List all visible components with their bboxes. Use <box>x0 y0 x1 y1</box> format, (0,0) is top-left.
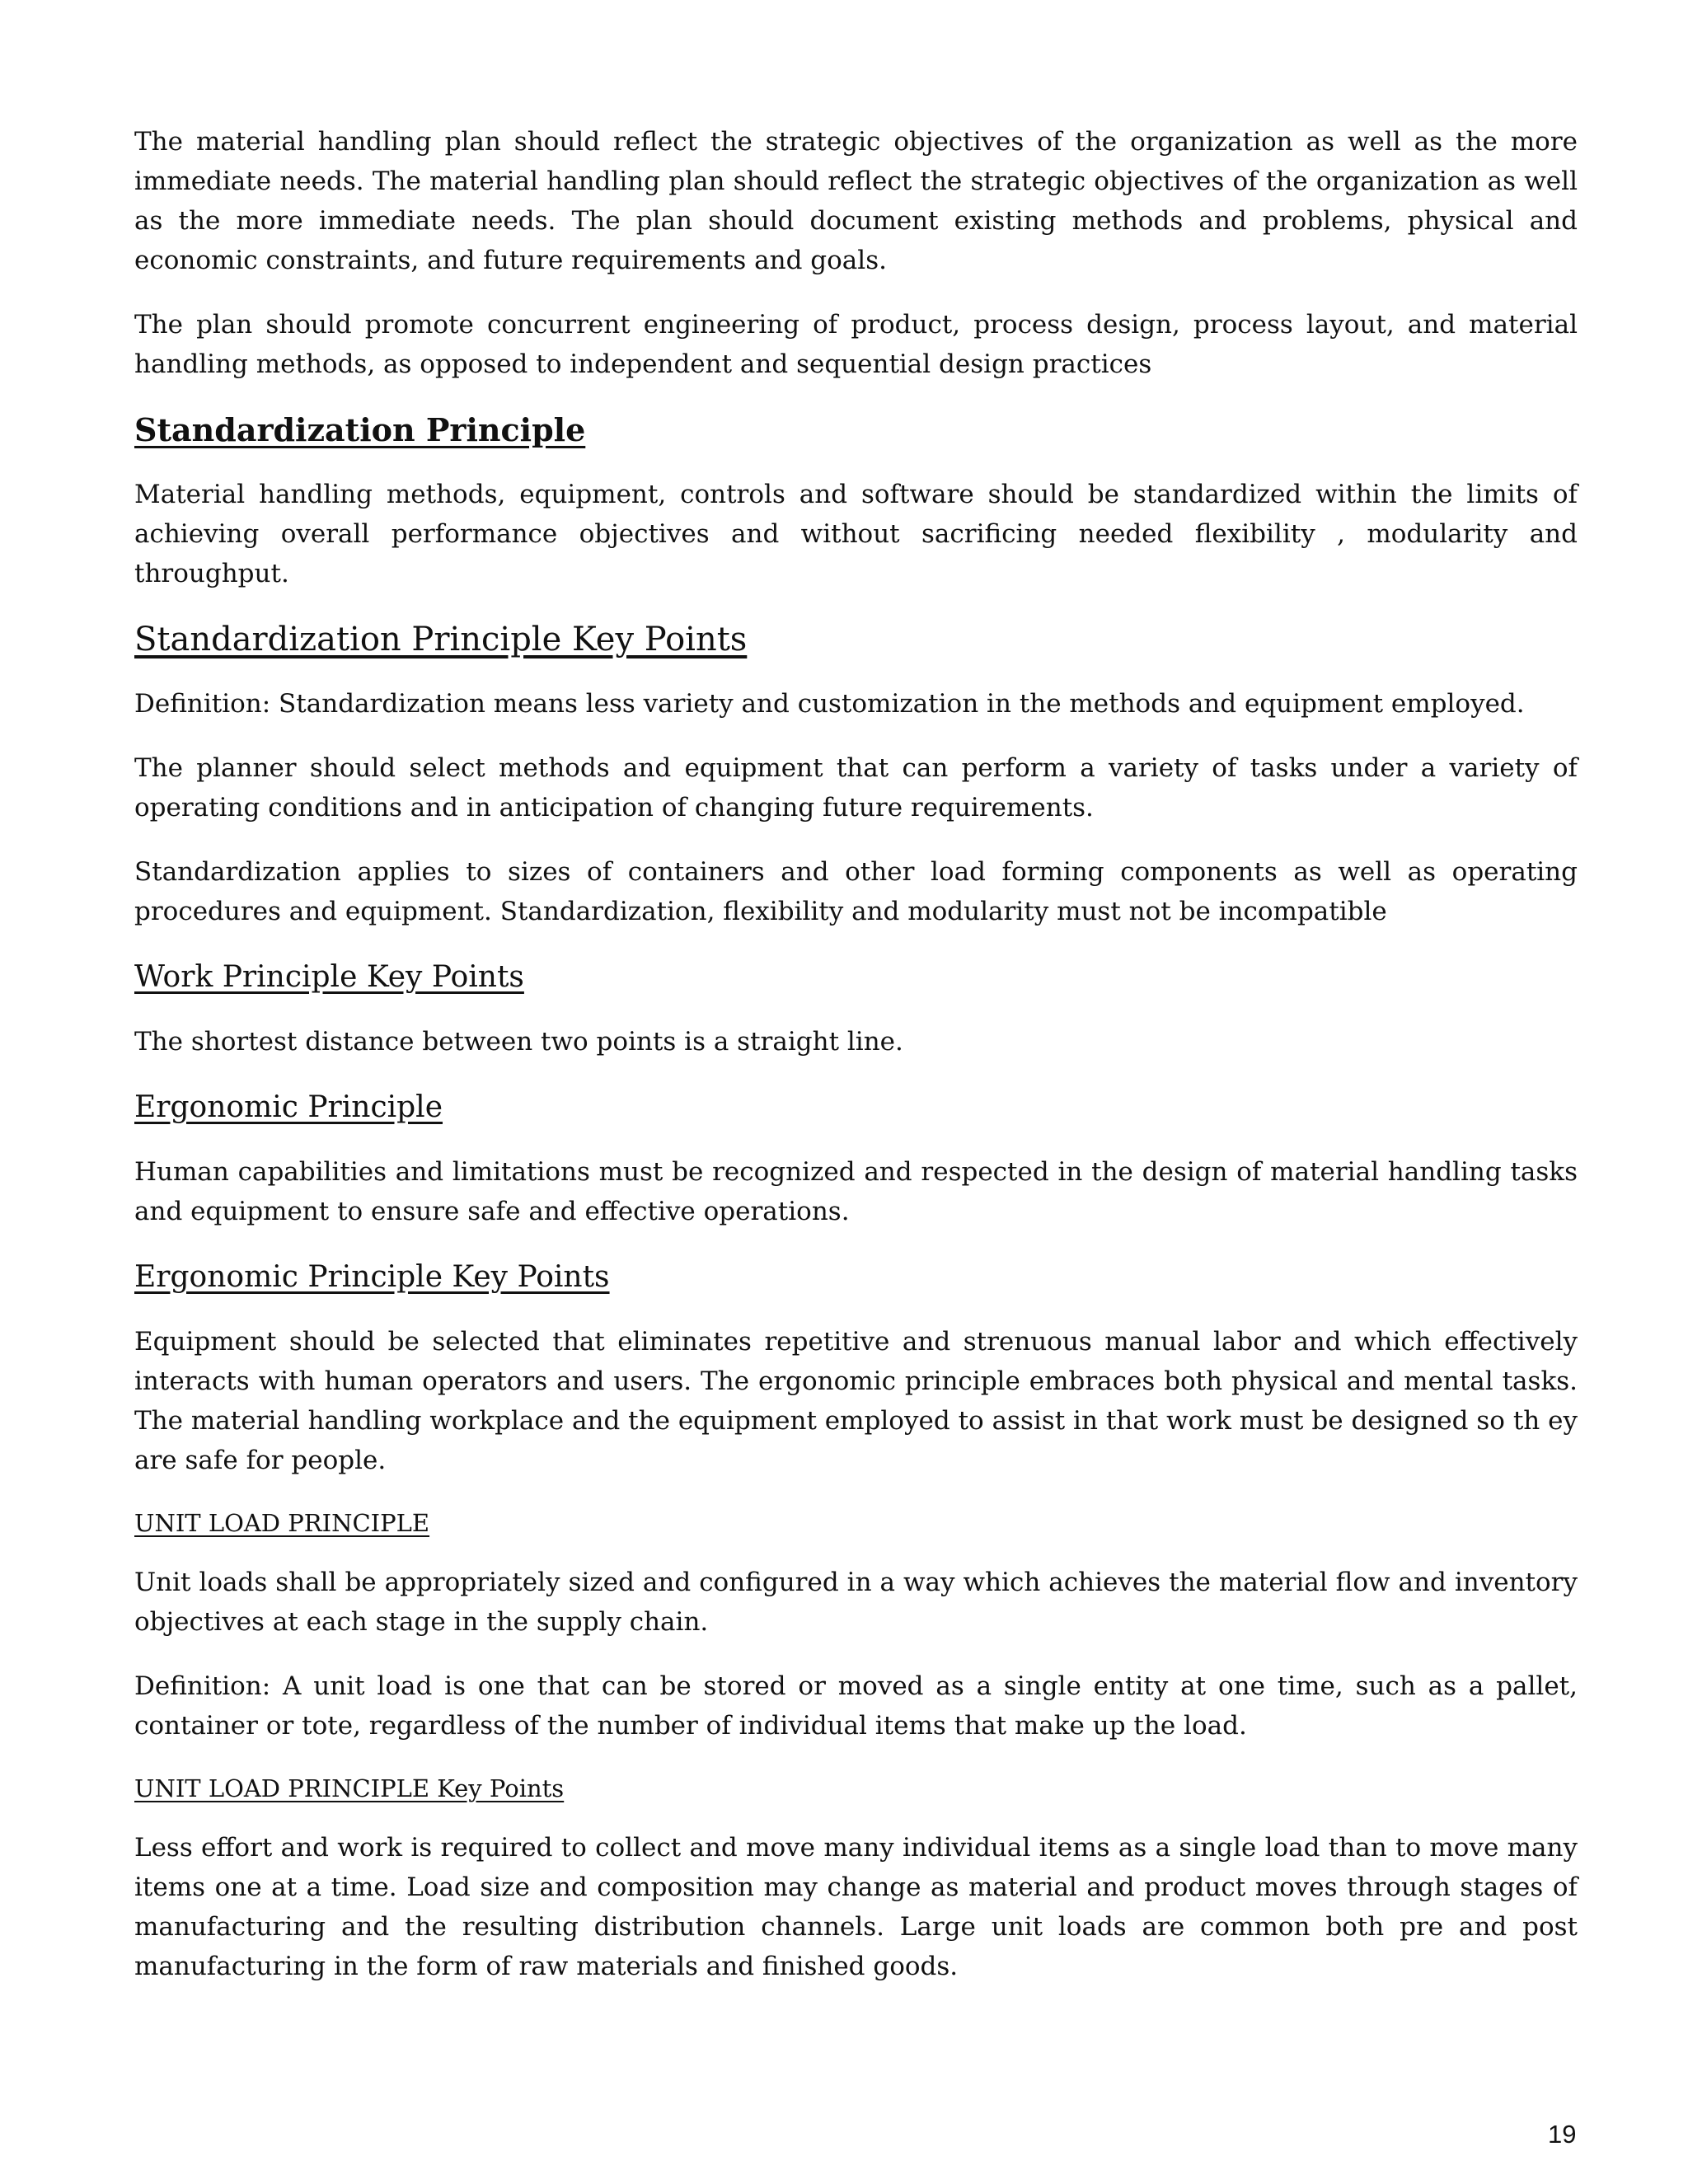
document-page <box>134 122 1578 2011</box>
paragraph-ergonomic-key-points: Equipment should be selected that eliminates repetitive and strenuous manual labor and which effectively interacts with human operators and users. The ergonomic principle embraces both physical and mental tasks. The material handling workplace and the equipment employed to assist in that work must be designed so th ey are safe for people. <box>134 1327 1578 1475</box>
heading-unit-load-principle: UNIT LOAD PRINCIPLE <box>134 1509 430 1537</box>
heading-work-principle-key-points: Work Principle Key Points <box>134 960 524 994</box>
paragraph-standardization: Material handling methods, equipment, controls and software should be standardized within the limits of achieving overall performance objectives and without sacrificing needed flexibility , modularity and throughput. <box>134 480 1578 588</box>
paragraph-standardization-applies: Standardization applies to sizes of containers and other load forming components as well as operating procedures and equipment. Standardization, flexibility and modularity must not be incompatible <box>134 857 1578 926</box>
paragraph-standardization-planner: The planner should select methods and equipment that can perform a variety of tasks under a variety of operating conditions and in anticipation of changing future requirements. <box>134 753 1578 823</box>
heading-ergonomic-principle: Ergonomic Principle <box>134 1090 443 1124</box>
paragraph-unit-load-principle: Unit loads shall be appropriately sized and configured in a way which achieves the material flow and inventory objectives at each stage in the supply chain. <box>134 1568 1578 1637</box>
heading-ergonomic-key-points: Ergonomic Principle Key Points <box>134 1260 610 1294</box>
paragraph-unit-load-definition: Definition: A unit load is one that can be stored or moved as a single entity at one time, such as a pallet, container or tote, regardless of the number of individual items that make up the load. <box>134 1671 1578 1741</box>
paragraph-ergonomic-principle: Human capabilities and limitations must be recognized and respected in the design of material handling tasks and equipment to ensure safe and effective operations. <box>134 1157 1578 1226</box>
page-number: 19 <box>1548 2120 1577 2149</box>
paragraph-unit-load-key-points: Less effort and work is required to collect and move many individual items as a single load than to move many items one at a time. Load size and composition may change as material and product moves through stages of manufacturing and the resulting distribution channels. Large unit loads are common both pre and post manufacturing in the form of raw materials and finished goods. <box>134 1833 1578 1981</box>
paragraph-work-principle: The shortest distance between two points is a straight line. <box>134 1027 903 1057</box>
paragraph-concurrent-engineering: The plan should promote concurrent engineering of product, process design, process layout, and material handling methods, as opposed to independent and sequential design practices <box>134 310 1578 379</box>
paragraph-standardization-definition: Definition: Standardization means less variety and customization in the methods and equipment employed. <box>134 689 1525 719</box>
paragraph-plan-objectives: The material handling plan should reflect the strategic objectives of the organization as well as the more immediate needs. The material handling plan should reflect the strategic objectives of the organization as well as the more immediate needs. The plan should document existing methods and problems, physical and economic constraints, and future requirements and goals. <box>134 127 1578 275</box>
heading-unit-load-key-points: UNIT LOAD PRINCIPLE Key Points <box>134 1774 565 1802</box>
heading-standardization-key-points: Standardization Principle Key Points <box>134 621 748 658</box>
heading-standardization-principle: Standardization Principle <box>134 411 586 448</box>
